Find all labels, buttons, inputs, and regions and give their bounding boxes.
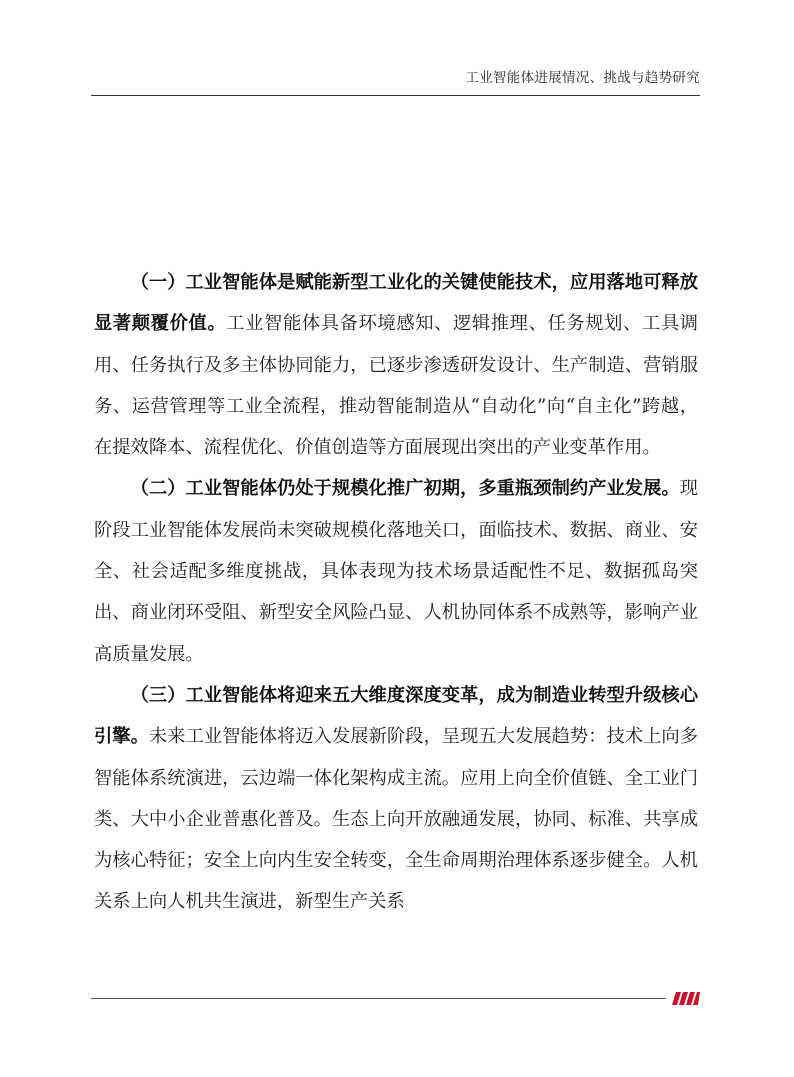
paragraph-3 <box>94 675 698 923</box>
paragraph-2-lead: （二）工业智能体仍处于规模化推广初期，多重瓶颈制约产业发展。 <box>130 478 680 500</box>
paragraph-2-body: 现阶段工业智能体发展尚未突破规模化落地关口，面临技术、数据、商业、安全、社会适配多维度挑战，具体表现为技术场景适配性不足、数据孤岛突出、商业闭环受阻、新型安全风险凸显、人机协同体系不成熟等，影响产业高质量发展。 <box>94 478 698 665</box>
page-header <box>91 0 700 96</box>
paragraph-1 <box>94 262 698 468</box>
paragraph-3-body: 未来工业智能体将迈入发展新阶段，呈现五大发展趋势：技术上向多智能体系统演进，云边端一体化架构成主流。应用上向全价值链、全工业门类、大中小企业普惠化普及。生态上向开放融通发展，协同、标准、共享成为核心特征；安全上向内生安全转变，全生命周期治理体系逐步健全。人机关系上向人机共生演进，新型生产关系 <box>94 726 699 913</box>
paragraph-1-lead: （一）工业智能体是赋能新型工业化的关键使能技术，应用落地可释放显著颠覆价值。 <box>94 272 698 335</box>
running-header-title: 工业智能体进展情况、挑战与趋势研究 <box>465 70 700 86</box>
paragraph-2 <box>94 468 698 674</box>
footer-slash-mark-icon <box>672 992 700 1005</box>
paragraph-3-lead: （三）工业智能体将迎来五大维度深度变革，成为制造业转型升级核心引擎。 <box>94 684 698 748</box>
document-body <box>94 262 698 923</box>
paragraph-1-body: 工业智能体具备环境感知、逻辑推理、任务规划、工具调用、任务执行及多主体协同能力，已逐步渗透研发设计、生产制造、营销服务、运营管理等工业全流程，推动智能制造从“自动化”向“自主化”跨越，在提效降本、流程优化、价值创造等方面展现出突出的产业变革作用。 <box>94 313 699 459</box>
footer-rule <box>91 998 666 999</box>
